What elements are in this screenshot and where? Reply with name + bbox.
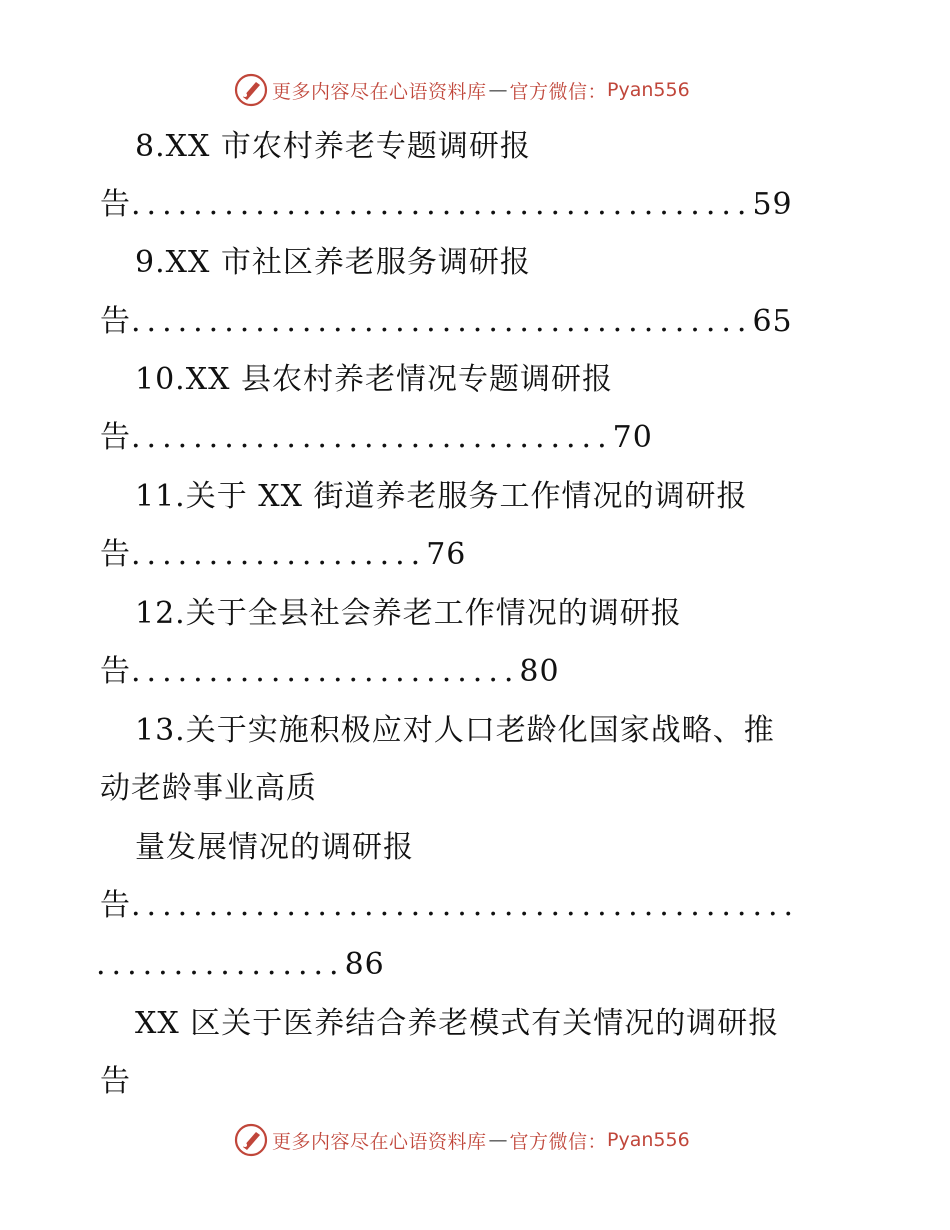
banner-dash: —: [488, 1129, 508, 1151]
toc-entry-leader[interactable]: [100, 185, 793, 225]
toc-entry-title[interactable]: 12.关于全县社会养老工作情况的调研报: [135, 596, 682, 631]
toc-entry-title-cont[interactable]: 动老龄事业高质: [100, 771, 317, 806]
toc-entry-title-cont: 告: [100, 888, 131, 923]
page-number: 76: [426, 537, 467, 572]
toc-entry-title-cont: 告: [100, 654, 131, 689]
dot-leader: ...................: [131, 537, 427, 572]
toc-entry-title-cont: 告: [100, 304, 131, 339]
toc-entry-leader[interactable]: [100, 535, 466, 575]
toc-entry-title-cont: 告: [100, 537, 131, 572]
banner-label: 官方微信：: [509, 1130, 608, 1153]
banner-handle: Pyan556: [607, 1129, 690, 1151]
toc-entry-title[interactable]: 11.关于 XX 街道养老服务工作情况的调研报: [135, 479, 748, 514]
page-number: 70: [612, 420, 653, 455]
toc-entry-leader[interactable]: [100, 418, 653, 458]
toc-entry-title[interactable]: 8.XX 市农村养老专题调研报: [135, 129, 531, 164]
toc-entry-title[interactable]: 10.XX 县农村养老情况专题调研报: [135, 362, 613, 397]
dot-leader: ........................................: [131, 304, 753, 339]
toc-entry-title[interactable]: 9.XX 市社区养老服务调研报: [135, 245, 531, 280]
toc-entry-title-cont[interactable]: 量发展情况的调研报: [135, 830, 414, 865]
toc-entry-title-cont: 告: [100, 420, 131, 455]
pen-logo-icon: [234, 1123, 268, 1157]
top-banner: [234, 72, 690, 108]
toc-entry-title[interactable]: 13.关于实施积极应对人口老龄化国家战略、推: [135, 713, 775, 748]
toc-entry-title-cont: 告: [100, 187, 131, 222]
bottom-banner: [234, 1122, 690, 1158]
dot-leader: ................: [96, 947, 345, 982]
dot-leader: .........................: [131, 654, 520, 689]
page-number: 86: [344, 947, 385, 982]
banner-dash: —: [488, 79, 508, 101]
dot-leader: ...........................................: [131, 888, 800, 923]
banner-label: 官方微信：: [509, 80, 608, 103]
toc-entry-leader[interactable]: [100, 886, 799, 926]
dot-leader: ........................................: [131, 187, 753, 222]
page-number: 80: [519, 654, 560, 689]
banner-handle: Pyan556: [607, 79, 690, 101]
page-number: 59: [752, 187, 793, 222]
dot-leader: ...............................: [131, 420, 613, 455]
banner-text: 更多内容尽在心语资料库: [272, 80, 487, 103]
page-number: 65: [752, 304, 793, 339]
toc-entry-title-cont[interactable]: 告: [100, 1064, 131, 1099]
toc-entry-title[interactable]: XX 区关于医养结合养老模式有关情况的调研报: [135, 1006, 780, 1041]
banner-text: 更多内容尽在心语资料库: [272, 1130, 487, 1153]
toc-entry-leader[interactable]: [100, 302, 793, 342]
pen-logo-icon: [234, 73, 268, 107]
toc-entry-leader[interactable]: [96, 945, 385, 985]
toc-entry-leader[interactable]: [100, 652, 560, 692]
